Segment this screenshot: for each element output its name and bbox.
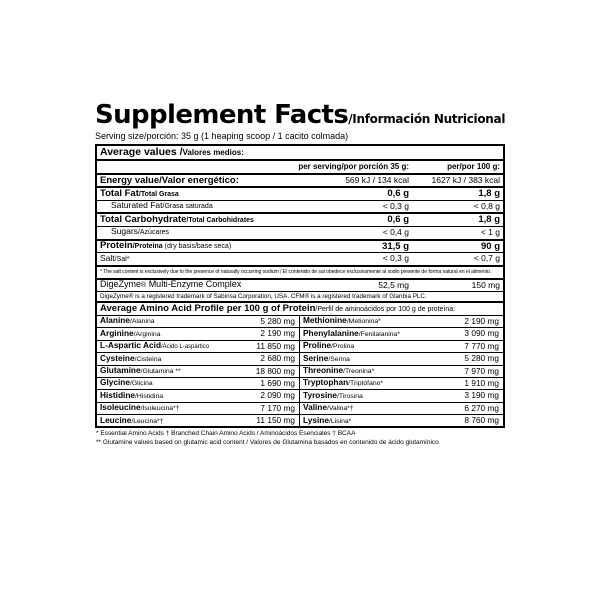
nutrient-per-100: 1,8 g: [478, 214, 500, 226]
nutrient-row-total-fat: [97, 186, 503, 200]
nutrient-per-100: 1,8 g: [478, 188, 500, 200]
column-headers: [97, 159, 503, 173]
nutrient-row-energy: [97, 173, 503, 187]
nutrient-per-100: < 0,8 g: [473, 200, 500, 211]
nutrient-label: Saturated Fat: [111, 200, 163, 211]
amino-row: Tyrosine/Tirosina 3 190 mg: [300, 389, 503, 401]
nutrient-row-sugars: [97, 226, 503, 239]
nutrient-row-salt: [97, 252, 503, 265]
amino-row: L-Aspartic Acid/Ácido L-aspártico 11 850 mg: [97, 340, 299, 352]
digezyme-name: DigeZyme: [100, 279, 142, 290]
nutrient-label: Total Fat: [100, 187, 139, 199]
amino-row: Phenylalanine/Fenilalanina* 3 090 mg: [300, 327, 503, 339]
nutrient-row-protein: [97, 239, 503, 253]
nutrient-label-es: /Sal*: [114, 255, 130, 263]
digezyme-reg: ®: [141, 282, 147, 290]
nutrient-per-100: 1627 kJ / 383 kcal: [431, 174, 500, 185]
amino-row: Arginine/Arginina 2 190 mg: [97, 327, 299, 339]
amino-row: Serine/Serina 5 280 mg: [300, 352, 503, 364]
digezyme-desc: Multi-Enzyme Complex: [146, 279, 242, 290]
digezyme-per-100: 150 mg: [471, 279, 500, 290]
average-values-header: [97, 146, 503, 159]
footnote-essential: * Essential Amino Acids † Branched Chain Amino Acids / Aminoácidos Esenciales † BCAA: [96, 430, 356, 438]
nutrient-per-serving: 569 kJ / 134 kcal: [345, 174, 409, 185]
nutrient-label-es: /Total Carbohidrates: [186, 216, 254, 224]
amino-row: Cysteine/Cisteína 2 680 mg: [97, 352, 299, 364]
amino-grid: [97, 315, 503, 427]
salt-note: * The salt content is exclusively due to the presence of naturally occurring sodium / El contenido de sal obedece exclusivamente al sodio presente de forma natural en el alimento.: [97, 265, 503, 278]
digezyme-row: [97, 278, 503, 292]
nutrient-label: Protein: [100, 240, 133, 252]
amino-col-right: [300, 315, 503, 427]
nutrient-label-note: (dry basis/base seca): [162, 243, 232, 251]
nutrient-label: Energy value/Valor energético:: [100, 174, 239, 186]
amino-col-left: [97, 315, 300, 427]
amino-row: Lysine/Lisina* 8 760 mg: [300, 414, 503, 426]
amino-title-es: /Perfil de aminoácidos por 100 g de proteína:: [315, 305, 456, 313]
digezyme-note: DigeZyme® is a registered trademark of Sabinsa Corporation, USA. CFM® is a registered trademark of Glanbia PLC.: [97, 291, 503, 301]
col-per-100: per/por 100 g:: [447, 162, 500, 171]
amino-row: Proline/Prolina 7 770 mg: [300, 340, 503, 352]
nutrient-label: Total Carbohydrate: [100, 213, 187, 225]
col-per-serving: per serving/por porción 35 g:: [298, 162, 409, 171]
average-subtitle: Valores medios:: [182, 148, 244, 157]
nutrient-row-carbohydrate: [97, 212, 503, 226]
nutrient-per-100: < 0,7 g: [473, 253, 500, 264]
digezyme-per-serving: 52,5 mg: [378, 279, 409, 290]
nutrient-per-serving: < 0,3 g: [382, 200, 409, 211]
amino-row: Glycine/Glicina 1 690 mg: [97, 377, 299, 389]
serving-size: Serving size/porción: 35 g (1 heaping scoop / 1 cacito colmada): [95, 131, 349, 141]
nutrient-per-100: 90 g: [480, 240, 500, 252]
amino-header: [97, 301, 503, 315]
amino-row: Isoleucine/Isoleucina*† 7 170 mg: [97, 402, 299, 414]
facts-box: [95, 144, 505, 428]
nutrient-label: Salt: [100, 252, 115, 263]
amino-row: Tryptophan/Triptófano* 1 910 mg: [300, 377, 503, 389]
nutrient-row-saturated-fat: [97, 200, 503, 213]
amino-row: Valine/Valina*† 6 270 mg: [300, 402, 503, 414]
amino-row: Glutamine/Glutamina ** 18 800 mg: [97, 365, 299, 377]
footnotes: [95, 430, 505, 447]
amino-title: Average Amino Acid Profile per 100 g of Protein: [100, 302, 316, 314]
nutrient-per-serving: 0,6 g: [387, 214, 409, 226]
average-title: Average values /: [100, 146, 183, 158]
footnote-glutamine: ** Glutamine values based on glutamic acid content / Valores de Glutamina basados en contenido de ácido glutamínico: [96, 438, 439, 446]
supplement-facts-panel: [95, 100, 505, 447]
nutrient-label-es: /Grasa saturada: [162, 203, 213, 211]
amino-row: Alanine/Alanina 5 280 mg: [97, 315, 299, 327]
nutrient-label-es: /Total Grasa: [138, 190, 179, 198]
nutrient-label-es: /Azúcares: [137, 229, 170, 237]
amino-row: Histidine/Histidina 2 090 mg: [97, 389, 299, 401]
nutrient-per-serving: < 0,3 g: [382, 253, 409, 264]
nutrient-per-serving: < 0,4 g: [382, 226, 409, 237]
amino-row: Methionine/Metionina* 2 190 mg: [300, 315, 503, 327]
title-main: Supplement Facts: [95, 100, 349, 130]
facts-title: [95, 100, 505, 130]
nutrient-label-es: /Proteína: [132, 243, 163, 251]
amino-row: Leucine/Leucina*† 11 150 mg: [97, 414, 299, 426]
amino-row: Threonine/Treonina* 7 970 mg: [300, 365, 503, 377]
title-sub: /Información Nutricional: [348, 112, 506, 126]
nutrient-label: Sugars: [111, 226, 138, 237]
nutrient-per-serving: 31,5 g: [382, 240, 409, 252]
nutrient-per-serving: 0,6 g: [387, 188, 409, 200]
nutrient-per-100: < 1 g: [480, 226, 500, 237]
